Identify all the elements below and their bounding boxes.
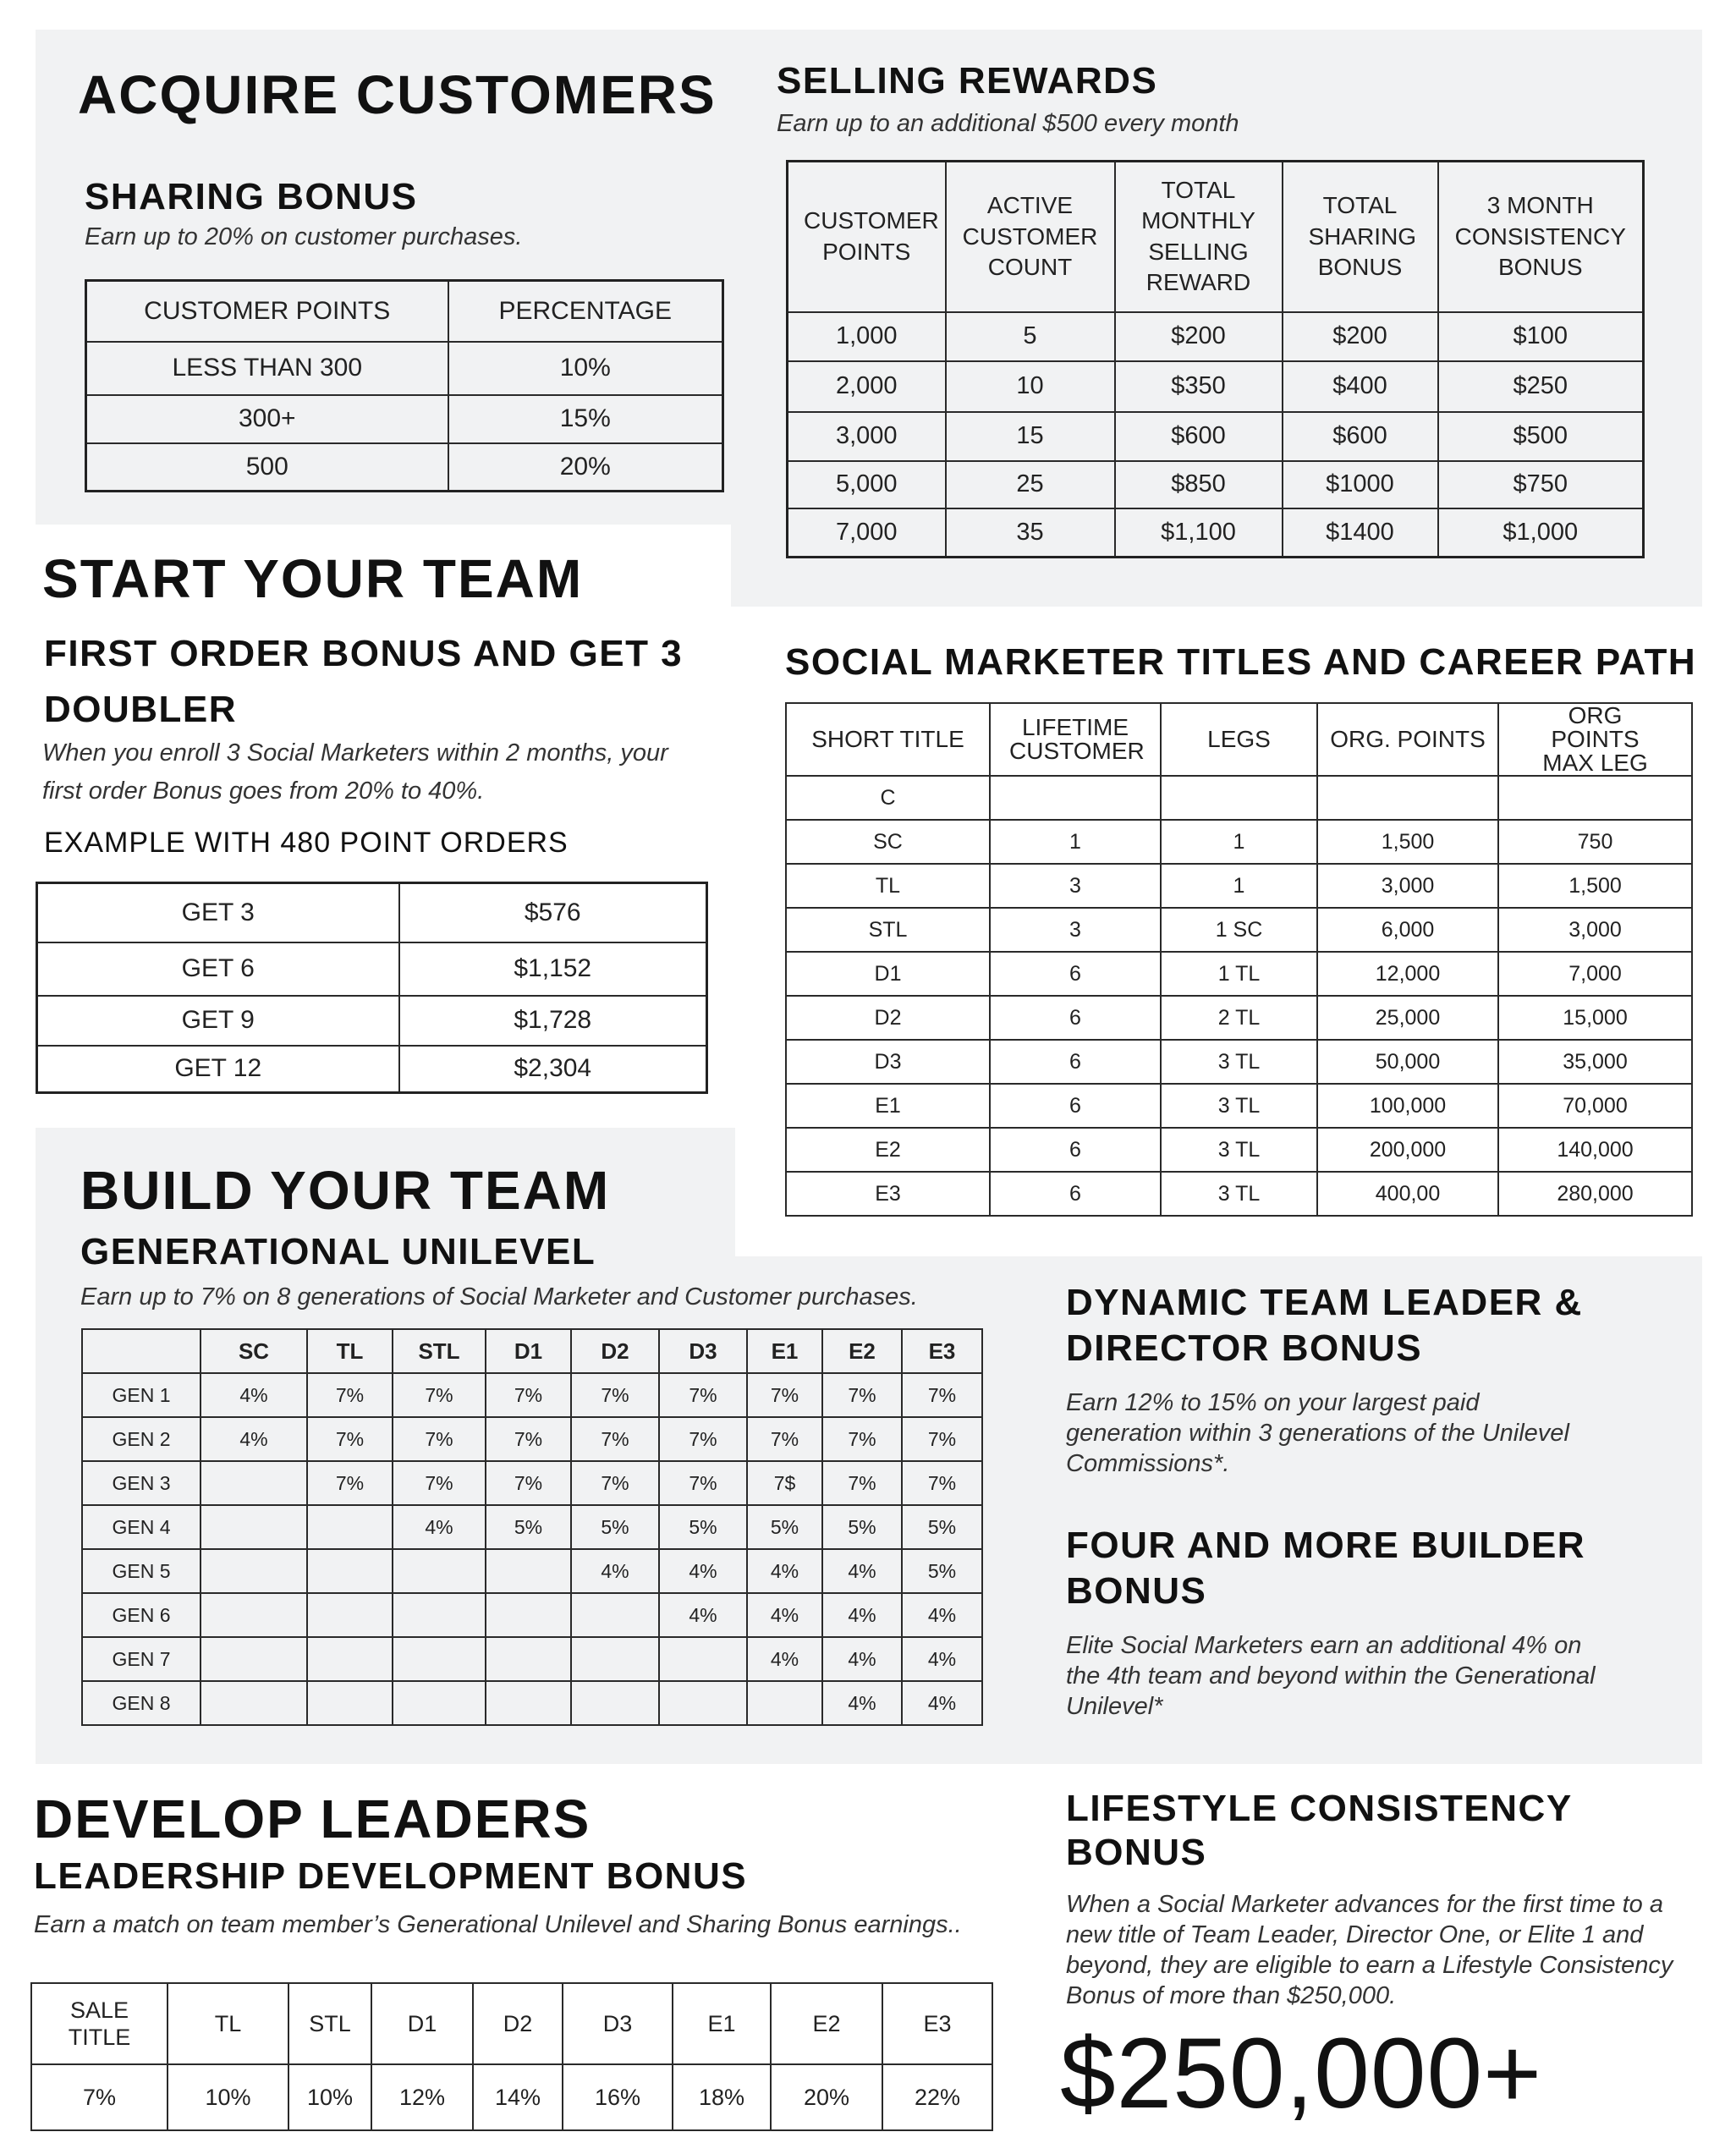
table-cell: 300+ bbox=[86, 395, 448, 443]
header-cell: LIFETIME CUSTOMER bbox=[990, 703, 1161, 776]
header-cell: SALE TITLE bbox=[31, 1983, 168, 2064]
header-cell: ORG POINTS MAX LEG bbox=[1498, 703, 1692, 776]
table-cell: 7% bbox=[747, 1417, 822, 1461]
generational-unilevel-table bbox=[81, 1328, 983, 1726]
table-cell: 7% bbox=[659, 1373, 747, 1417]
table-cell: GEN 2 bbox=[82, 1417, 201, 1461]
table-cell: TL bbox=[786, 864, 990, 908]
header-cell: CUSTOMER POINTS bbox=[86, 281, 448, 342]
table-cell: 4% bbox=[822, 1549, 902, 1593]
lifestyle-bonus-amount: $250,000+ bbox=[1060, 2018, 1543, 2129]
table-cell bbox=[990, 776, 1161, 820]
table-cell: 7% bbox=[31, 2064, 168, 2130]
table-cell: 7% bbox=[822, 1373, 902, 1417]
table-cell: 20% bbox=[771, 2064, 882, 2130]
sharing-bonus-title: SHARING BONUS bbox=[85, 176, 418, 217]
table-cell: 35,000 bbox=[1498, 1040, 1692, 1084]
table-cell: 1 bbox=[1161, 820, 1317, 864]
table-cell bbox=[307, 1637, 393, 1681]
table-cell bbox=[1498, 776, 1692, 820]
table-header-row bbox=[31, 1983, 992, 2064]
header-cell: D3 bbox=[659, 1329, 747, 1373]
table-row bbox=[788, 508, 1644, 558]
table-cell: 12,000 bbox=[1317, 952, 1498, 996]
career-path-table bbox=[785, 702, 1693, 1217]
table-cell: 7,000 bbox=[788, 508, 946, 558]
table-cell: 6,000 bbox=[1317, 908, 1498, 952]
table-cell: 4% bbox=[747, 1637, 822, 1681]
table-cell: GET 3 bbox=[37, 883, 399, 942]
table-cell: E3 bbox=[786, 1172, 990, 1216]
table-cell bbox=[201, 1681, 307, 1725]
table-cell: 7% bbox=[659, 1461, 747, 1505]
table-cell: 500 bbox=[86, 443, 448, 492]
table-header-row bbox=[786, 703, 1692, 776]
header-cell: CUSTOMER POINTS bbox=[788, 162, 946, 312]
header-cell: LEGS bbox=[1161, 703, 1317, 776]
table-cell: 1 SC bbox=[1161, 908, 1317, 952]
table-row bbox=[786, 864, 1692, 908]
first-order-bonus-title: FIRST ORDER BONUS AND GET 3 DOUBLER bbox=[44, 633, 684, 730]
table-cell: 15 bbox=[946, 412, 1115, 461]
header-cell bbox=[82, 1329, 201, 1373]
header-cell: E3 bbox=[902, 1329, 982, 1373]
table-cell: 3 TL bbox=[1161, 1128, 1317, 1172]
table-cell: 1,500 bbox=[1498, 864, 1692, 908]
header-cell: TL bbox=[307, 1329, 393, 1373]
table-cell: 7% bbox=[822, 1417, 902, 1461]
table-cell: 5 bbox=[946, 312, 1115, 361]
table-cell: GEN 8 bbox=[82, 1681, 201, 1725]
table-cell: 7% bbox=[393, 1461, 486, 1505]
header-cell: 3 MONTH CONSISTENCY BONUS bbox=[1438, 162, 1644, 312]
selling-rewards-subtitle: Earn up to an additional $500 every month bbox=[777, 110, 1239, 137]
table-row bbox=[786, 776, 1692, 820]
table-cell: 7% bbox=[822, 1461, 902, 1505]
table-cell bbox=[571, 1681, 659, 1725]
table-cell: 7% bbox=[307, 1417, 393, 1461]
table-cell: 4% bbox=[822, 1681, 902, 1725]
start-team-title: START YOUR TEAM bbox=[42, 548, 584, 609]
table-cell: 3,000 bbox=[1498, 908, 1692, 952]
table-cell: 7% bbox=[393, 1417, 486, 1461]
table-cell: 6 bbox=[990, 1172, 1161, 1216]
table-cell: 5% bbox=[486, 1505, 571, 1549]
table-cell: 4% bbox=[902, 1637, 982, 1681]
table-cell bbox=[393, 1549, 486, 1593]
table-cell: $576 bbox=[399, 883, 707, 942]
table-cell: 140,000 bbox=[1498, 1128, 1692, 1172]
table-cell: 4% bbox=[747, 1549, 822, 1593]
table-cell: 6 bbox=[990, 952, 1161, 996]
build-team-title: BUILD YOUR TEAM bbox=[80, 1160, 611, 1221]
sharing-bonus-subtitle: Earn up to 20% on customer purchases. bbox=[85, 223, 523, 250]
table-cell: $1,100 bbox=[1115, 508, 1283, 558]
table-cell bbox=[393, 1681, 486, 1725]
table-cell: 1 bbox=[1161, 864, 1317, 908]
table-cell: 4% bbox=[822, 1593, 902, 1637]
table-cell: $850 bbox=[1115, 461, 1283, 508]
table-cell: 4% bbox=[201, 1373, 307, 1417]
table-cell: 3 bbox=[990, 908, 1161, 952]
table-cell bbox=[571, 1593, 659, 1637]
header-cell: E3 bbox=[882, 1983, 992, 2064]
table-cell: GET 12 bbox=[37, 1046, 399, 1093]
table-cell bbox=[201, 1593, 307, 1637]
table-cell: $1,152 bbox=[399, 942, 707, 996]
header-cell: E2 bbox=[771, 1983, 882, 2064]
table-cell: 7% bbox=[307, 1373, 393, 1417]
table-cell bbox=[307, 1681, 393, 1725]
table-cell: D2 bbox=[786, 996, 990, 1040]
table-cell: GEN 6 bbox=[82, 1593, 201, 1637]
table-cell: $600 bbox=[1115, 412, 1283, 461]
table-cell bbox=[201, 1637, 307, 1681]
leadership-development-table bbox=[30, 1982, 993, 2131]
table-cell: 3 TL bbox=[1161, 1172, 1317, 1216]
table-row bbox=[786, 908, 1692, 952]
header-cell: E1 bbox=[747, 1329, 822, 1373]
selling-rewards-table bbox=[786, 160, 1645, 558]
table-cell: 2,000 bbox=[788, 361, 946, 412]
table-cell: $2,304 bbox=[399, 1046, 707, 1093]
table-row bbox=[82, 1417, 982, 1461]
table-cell: 4% bbox=[659, 1593, 747, 1637]
selling-rewards-title: SELLING REWARDS bbox=[777, 60, 1158, 102]
table-cell: 4% bbox=[822, 1637, 902, 1681]
table-cell: $250 bbox=[1438, 361, 1644, 412]
table-cell: 10% bbox=[288, 2064, 371, 2130]
table-cell: GEN 5 bbox=[82, 1549, 201, 1593]
table-cell: C bbox=[786, 776, 990, 820]
table-cell bbox=[307, 1549, 393, 1593]
table-row bbox=[82, 1461, 982, 1505]
table-cell: 5,000 bbox=[788, 461, 946, 508]
table-cell: 4% bbox=[571, 1549, 659, 1593]
table-cell: $1000 bbox=[1283, 461, 1438, 508]
table-cell: 7% bbox=[747, 1373, 822, 1417]
table-row bbox=[82, 1593, 982, 1637]
table-cell: STL bbox=[786, 908, 990, 952]
table-cell: $200 bbox=[1115, 312, 1283, 361]
table-row bbox=[786, 996, 1692, 1040]
table-cell: 35 bbox=[946, 508, 1115, 558]
table-cell: 5% bbox=[902, 1549, 982, 1593]
table-cell bbox=[571, 1637, 659, 1681]
table-cell bbox=[307, 1593, 393, 1637]
table-cell: $750 bbox=[1438, 461, 1644, 508]
table-cell bbox=[307, 1505, 393, 1549]
table-cell bbox=[201, 1505, 307, 1549]
lifestyle-bonus-title: LIFESTYLE CONSISTENCY BONUS bbox=[1066, 1788, 1572, 1873]
table-cell: 1,500 bbox=[1317, 820, 1498, 864]
table-cell bbox=[201, 1549, 307, 1593]
header-cell: E1 bbox=[673, 1983, 771, 2064]
table-row bbox=[786, 1040, 1692, 1084]
header-cell: STL bbox=[393, 1329, 486, 1373]
header-cell: D2 bbox=[473, 1983, 563, 2064]
table-row bbox=[788, 461, 1644, 508]
header-cell: D1 bbox=[486, 1329, 571, 1373]
table-cell: 7% bbox=[486, 1461, 571, 1505]
header-cell: SC bbox=[201, 1329, 307, 1373]
table-cell: 4% bbox=[201, 1417, 307, 1461]
career-path-title: SOCIAL MARKETER TITLES AND CAREER PATH bbox=[785, 641, 1697, 683]
table-cell: 7% bbox=[902, 1373, 982, 1417]
first-order-bonus-text: When you enroll 3 Social Marketers within 2 months, your first order Bonus goes from 20% to 40%. bbox=[42, 739, 668, 805]
table-cell: GET 9 bbox=[37, 996, 399, 1046]
table-cell: 6 bbox=[990, 1128, 1161, 1172]
table-row bbox=[786, 1084, 1692, 1128]
table-cell bbox=[659, 1637, 747, 1681]
table-cell: 7% bbox=[393, 1373, 486, 1417]
header-cell: ORG. POINTS bbox=[1317, 703, 1498, 776]
header-cell: PERCENTAGE bbox=[448, 281, 723, 342]
table-cell bbox=[486, 1637, 571, 1681]
table-cell bbox=[1317, 776, 1498, 820]
header-cell: TL bbox=[168, 1983, 288, 2064]
table-cell: $100 bbox=[1438, 312, 1644, 361]
table-cell: 4% bbox=[747, 1593, 822, 1637]
table-cell: GEN 4 bbox=[82, 1505, 201, 1549]
table-cell: $500 bbox=[1438, 412, 1644, 461]
header-cell: D2 bbox=[571, 1329, 659, 1373]
table-cell: E2 bbox=[786, 1128, 990, 1172]
table-cell: GEN 7 bbox=[82, 1637, 201, 1681]
table-cell: 12% bbox=[371, 2064, 473, 2130]
table-cell: 3,000 bbox=[788, 412, 946, 461]
table-cell bbox=[486, 1549, 571, 1593]
table-header-row bbox=[82, 1329, 982, 1373]
table-cell: 3 TL bbox=[1161, 1084, 1317, 1128]
sharing-bonus-table bbox=[85, 279, 724, 492]
table-cell: E1 bbox=[786, 1084, 990, 1128]
table-cell bbox=[393, 1637, 486, 1681]
table-row bbox=[786, 1172, 1692, 1216]
table-cell: 3 TL bbox=[1161, 1040, 1317, 1084]
table-cell: D1 bbox=[786, 952, 990, 996]
table-cell: $1,000 bbox=[1438, 508, 1644, 558]
table-cell: 6 bbox=[990, 1084, 1161, 1128]
table-cell: 400,00 bbox=[1317, 1172, 1498, 1216]
header-cell: TOTAL SHARING BONUS bbox=[1283, 162, 1438, 312]
header-cell: TOTAL MONTHLY SELLING REWARD bbox=[1115, 162, 1283, 312]
table-row bbox=[86, 443, 723, 492]
table-cell: 10% bbox=[168, 2064, 288, 2130]
table-cell: LESS THAN 300 bbox=[86, 342, 448, 395]
table-cell: 7% bbox=[486, 1417, 571, 1461]
table-cell: 4% bbox=[659, 1549, 747, 1593]
table-row bbox=[82, 1637, 982, 1681]
header-cell: D3 bbox=[563, 1983, 673, 2064]
table-row bbox=[82, 1373, 982, 1417]
header-cell: SHORT TITLE bbox=[786, 703, 990, 776]
table-cell bbox=[1161, 776, 1317, 820]
table-row bbox=[786, 952, 1692, 996]
table-cell: 5% bbox=[571, 1505, 659, 1549]
table-row bbox=[82, 1505, 982, 1549]
example-table bbox=[36, 882, 708, 1094]
table-row bbox=[37, 1046, 707, 1093]
four-more-bonus-title: FOUR AND MORE BUILDER BONUS bbox=[1066, 1525, 1586, 1612]
table-cell: 2 TL bbox=[1161, 996, 1317, 1040]
table-cell: 6 bbox=[990, 1040, 1161, 1084]
table-cell: 3 bbox=[990, 864, 1161, 908]
header-cell: E2 bbox=[822, 1329, 902, 1373]
table-cell: 10% bbox=[448, 342, 723, 395]
table-cell: SC bbox=[786, 820, 990, 864]
table-cell: 7% bbox=[571, 1417, 659, 1461]
table-cell: 4% bbox=[902, 1681, 982, 1725]
table-cell: $350 bbox=[1115, 361, 1283, 412]
table-cell: 6 bbox=[990, 996, 1161, 1040]
generational-unilevel-subtitle: Earn up to 7% on 8 generations of Social Marketer and Customer purchases. bbox=[80, 1283, 918, 1311]
table-cell: 7% bbox=[571, 1461, 659, 1505]
table-row bbox=[82, 1681, 982, 1725]
table-row bbox=[37, 996, 707, 1046]
dynamic-bonus-title: DYNAMIC TEAM LEADER & DIRECTOR BONUS bbox=[1066, 1282, 1583, 1369]
table-cell: 22% bbox=[882, 2064, 992, 2130]
header-cell: ACTIVE CUSTOMER COUNT bbox=[946, 162, 1115, 312]
table-cell: 50,000 bbox=[1317, 1040, 1498, 1084]
table-cell: GEN 3 bbox=[82, 1461, 201, 1505]
table-cell: 750 bbox=[1498, 820, 1692, 864]
header-cell: D1 bbox=[371, 1983, 473, 2064]
table-row bbox=[82, 1549, 982, 1593]
table-cell: 7% bbox=[659, 1417, 747, 1461]
table-cell: 3,000 bbox=[1317, 864, 1498, 908]
table-row bbox=[86, 342, 723, 395]
table-cell: $200 bbox=[1283, 312, 1438, 361]
table-cell: GET 6 bbox=[37, 942, 399, 996]
table-cell: 15% bbox=[448, 395, 723, 443]
table-header-row bbox=[788, 162, 1644, 312]
table-row bbox=[786, 820, 1692, 864]
dynamic-bonus-text: Earn 12% to 15% on your largest paid generation within 3 generations of the Unilevel Commissions*. bbox=[1066, 1389, 1569, 1477]
table-cell: $600 bbox=[1283, 412, 1438, 461]
table-cell bbox=[201, 1461, 307, 1505]
table-cell bbox=[486, 1681, 571, 1725]
table-row bbox=[788, 312, 1644, 361]
four-more-bonus-text: Elite Social Marketers earn an additional 4% on the 4th team and beyond within the Generational Unilevel* bbox=[1066, 1632, 1596, 1720]
table-cell: 7% bbox=[486, 1373, 571, 1417]
table-cell: 4% bbox=[393, 1505, 486, 1549]
table-cell: 5% bbox=[902, 1505, 982, 1549]
table-cell bbox=[747, 1681, 822, 1725]
table-header-row bbox=[86, 281, 723, 342]
table-cell: 1 bbox=[990, 820, 1161, 864]
leadership-development-text: Earn a match on team member’s Generational Unilevel and Sharing Bonus earnings.. bbox=[34, 1911, 962, 1938]
leadership-development-title: LEADERSHIP DEVELOPMENT BONUS bbox=[34, 1855, 748, 1897]
table-cell: 7% bbox=[902, 1461, 982, 1505]
table-cell: 16% bbox=[563, 2064, 673, 2130]
table-row bbox=[31, 2064, 992, 2130]
table-cell: 20% bbox=[448, 443, 723, 492]
table-cell: 200,000 bbox=[1317, 1128, 1498, 1172]
example-label: EXAMPLE WITH 480 POINT ORDERS bbox=[44, 827, 569, 859]
table-cell: 1,000 bbox=[788, 312, 946, 361]
table-row bbox=[86, 395, 723, 443]
lifestyle-bonus-text: When a Social Marketer advances for the first time to a new title of Team Leader, Director One, or Elite 1 and beyond, they are eligible to earn a Lifestyle Consistency Bonus of more than $250,000. bbox=[1066, 1891, 1673, 2009]
table-cell: 100,000 bbox=[1317, 1084, 1498, 1128]
table-cell: $1400 bbox=[1283, 508, 1438, 558]
table-cell: 4% bbox=[902, 1593, 982, 1637]
generational-unilevel-title: GENERATIONAL UNILEVEL bbox=[80, 1231, 596, 1272]
table-cell: D3 bbox=[786, 1040, 990, 1084]
table-cell: 280,000 bbox=[1498, 1172, 1692, 1216]
table-cell: $1,728 bbox=[399, 996, 707, 1046]
table-cell: 18% bbox=[673, 2064, 771, 2130]
table-cell: GEN 1 bbox=[82, 1373, 201, 1417]
table-cell: 7$ bbox=[747, 1461, 822, 1505]
table-cell: 7,000 bbox=[1498, 952, 1692, 996]
table-cell: 14% bbox=[473, 2064, 563, 2130]
table-row bbox=[788, 412, 1644, 461]
develop-leaders-title: DEVELOP LEADERS bbox=[34, 1789, 591, 1849]
table-cell: 5% bbox=[822, 1505, 902, 1549]
table-row bbox=[37, 942, 707, 996]
table-row bbox=[786, 1128, 1692, 1172]
table-cell: 25 bbox=[946, 461, 1115, 508]
table-cell: 7% bbox=[902, 1417, 982, 1461]
table-cell bbox=[486, 1593, 571, 1637]
table-cell: $400 bbox=[1283, 361, 1438, 412]
acquire-title: ACQUIRE CUSTOMERS bbox=[78, 64, 717, 125]
header-cell: STL bbox=[288, 1983, 371, 2064]
table-cell: 7% bbox=[571, 1373, 659, 1417]
table-cell: 15,000 bbox=[1498, 996, 1692, 1040]
table-cell: 5% bbox=[659, 1505, 747, 1549]
table-cell: 70,000 bbox=[1498, 1084, 1692, 1128]
table-cell bbox=[659, 1681, 747, 1725]
table-row bbox=[37, 883, 707, 942]
table-cell: 5% bbox=[747, 1505, 822, 1549]
table-cell: 25,000 bbox=[1317, 996, 1498, 1040]
table-cell: 7% bbox=[307, 1461, 393, 1505]
table-row bbox=[788, 361, 1644, 412]
table-cell: 1 TL bbox=[1161, 952, 1317, 996]
table-cell: 10 bbox=[946, 361, 1115, 412]
table-cell bbox=[393, 1593, 486, 1637]
